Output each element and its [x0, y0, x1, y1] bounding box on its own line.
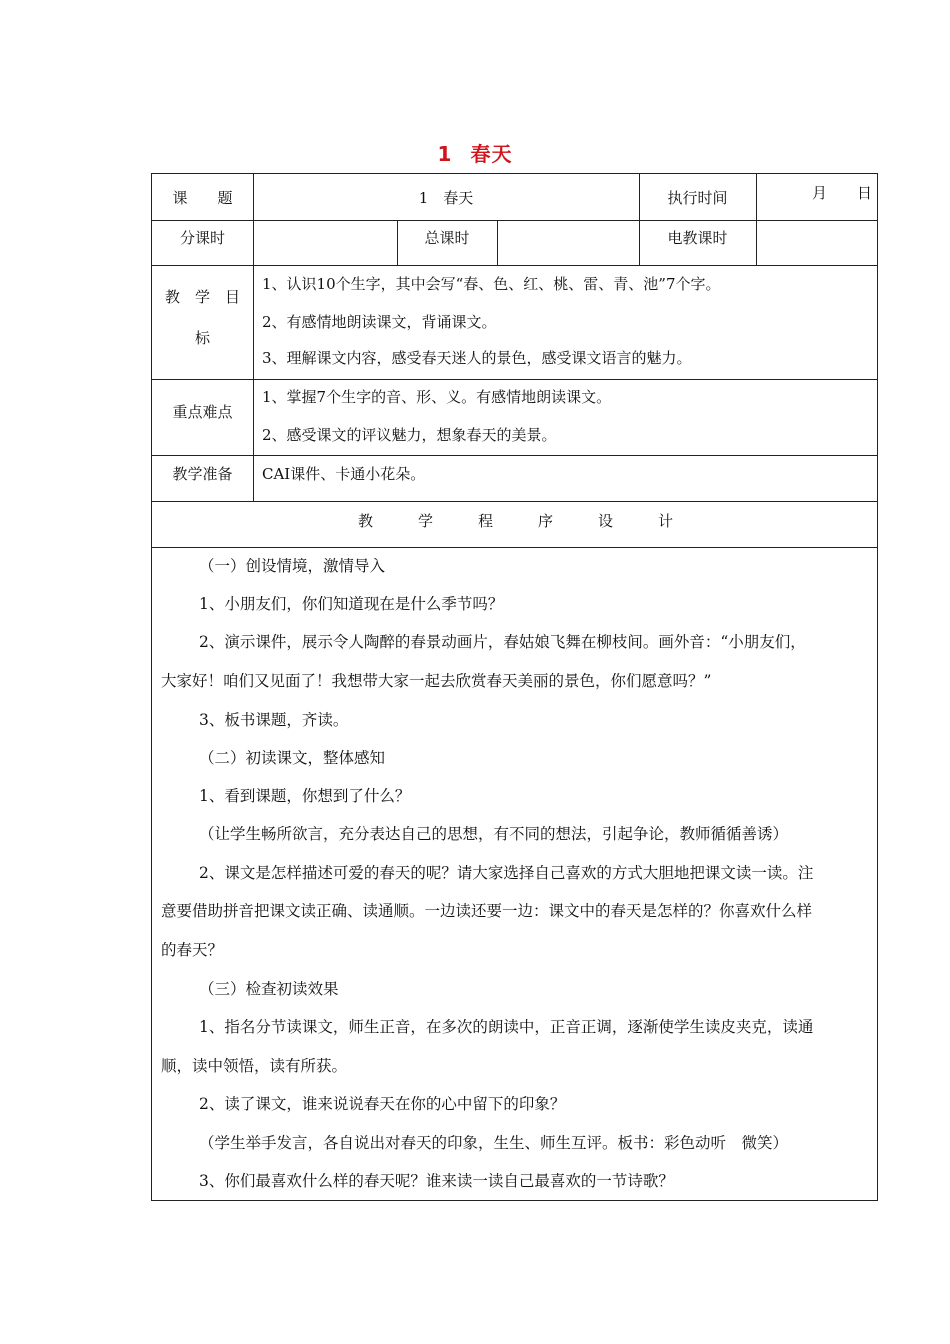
exec-time-label: 执行时间 [667, 189, 728, 207]
paragraph-line: 1、小朋友们，你们知道现在是什么季节吗？ [199, 595, 504, 613]
paragraph-line: 意要借助拼音把课文读正确、读通顺。一边读还要一边：课文中的春天是怎样的？你喜欢什么样 [161, 902, 813, 920]
keypoints-label: 重点难点 [172, 403, 233, 421]
keypoint-item: 2、感受课文的评议魅力，想象春天的美景。 [262, 426, 557, 444]
col-divider [253, 174, 254, 501]
paragraph-line: 大家好！咱们又见面了！我想带大家一起去欣赏春天美丽的景色，你们愿意吗？” [161, 672, 712, 690]
paragraph-line: 3、板书课题，齐读。 [199, 711, 349, 729]
row-divider [152, 265, 877, 266]
paragraph-line: 2、演示课件，展示令人陶醉的春景动画片，春姑娘飞舞在柳枝间。画外音：“小朋友们， [199, 633, 806, 651]
col-divider [497, 220, 498, 265]
row-divider [152, 379, 877, 380]
objectives-label-line2: 标 [194, 329, 210, 347]
total-period-label: 总课时 [424, 229, 470, 247]
section-heading: （二）初读课文，整体感知 [199, 749, 386, 767]
objectives-label-line1: 教 学 目 [164, 288, 240, 306]
objective-item: 1、认识10个生字，其中会写“春、色、红、桃、雷、青、池”7个字。 [262, 275, 721, 293]
date-placeholder: 月 日 [812, 184, 873, 202]
paragraph-line: 2、读了课文，谁来说说春天在你的心中留下的印象？ [199, 1095, 566, 1113]
keypoint-item: 1、掌握7个生字的音、形、义。有感情地朗读课文。 [262, 388, 612, 406]
objective-item: 3、理解课文内容，感受春天迷人的景色，感受课文语言的魅力。 [262, 349, 692, 367]
paragraph-line: 3、你们最喜欢什么样的春天呢？谁来读一读自己最喜欢的一节诗歌？ [199, 1172, 674, 1190]
paragraph-line: （学生举手发言，各自说出对春天的印象，生生、师生互评。板书：彩色动听 微笑） [199, 1134, 789, 1152]
paragraph-line: 1、指名分节读课文，师生正音，在多次的朗读中，正音正调，逐渐使学生读皮夹克，读通 [199, 1018, 814, 1036]
sub-period-label: 分课时 [179, 229, 225, 247]
paragraph-line: （让学生畅所欲言，充分表达自己的思想，有不同的想法，引起争论，教师循循善诱） [199, 825, 789, 843]
section-heading: （三）检查初读效果 [199, 980, 339, 998]
col-divider [756, 174, 757, 265]
paragraph-line: 1、看到课题，你想到了什么？ [199, 787, 411, 805]
title-text: 春天 [470, 142, 513, 166]
av-period-label: 电教课时 [667, 229, 728, 247]
col-divider [639, 174, 640, 265]
topic-label: 课 题 [172, 189, 233, 207]
topic-value: 1 春天 [418, 189, 474, 207]
row-divider [152, 501, 877, 502]
paragraph-line: 顺，读中领悟，读有所获。 [161, 1057, 348, 1075]
section-heading: （一）创设情境，激情导入 [199, 557, 386, 575]
prep-value: CAI课件、卡通小花朵。 [262, 465, 426, 483]
row-divider [152, 220, 877, 221]
prep-label: 教学准备 [172, 465, 233, 483]
program-header: 教 学 程 序 设 计 [357, 512, 673, 530]
objective-item: 2、有感情地朗读课文，背诵课文。 [262, 313, 497, 331]
row-divider [152, 547, 877, 548]
paragraph-line: 的春天？ [161, 941, 224, 959]
title-number: 1 [437, 142, 453, 166]
page-title [0, 138, 950, 167]
row-divider [152, 455, 877, 456]
paragraph-line: 2、课文是怎样描述可爱的春天的呢？请大家选择自己喜欢的方式大胆地把课文读一读。注 [199, 864, 814, 882]
lesson-plan-table [151, 173, 878, 1201]
